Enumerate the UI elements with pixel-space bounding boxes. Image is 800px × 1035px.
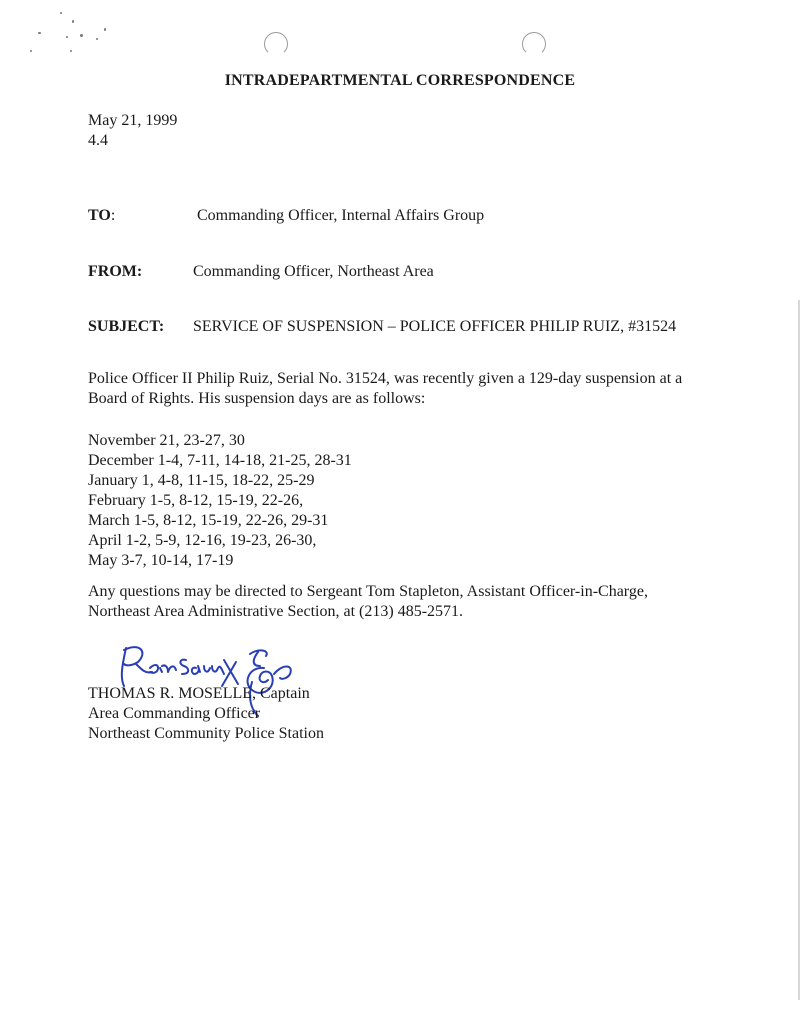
suspension-days-march: March 1-5, 8-12, 15-19, 22-26, 29-31 bbox=[88, 512, 329, 529]
to-row bbox=[88, 206, 115, 226]
memo-date: May 21, 1999 bbox=[88, 112, 178, 129]
intro-line-1: Police Officer II Philip Ruiz, Serial No. 31524, was recently given a 129-day suspension at a bbox=[88, 370, 683, 387]
to-colon: : bbox=[110, 207, 116, 224]
suspension-days-january: January 1, 4-8, 11-15, 18-22, 25-29 bbox=[88, 472, 315, 489]
suspension-days-may: May 3-7, 10-14, 17-19 bbox=[88, 552, 234, 569]
suspension-days-november: November 21, 23-27, 30 bbox=[88, 432, 245, 449]
subject-label: SUBJECT: bbox=[88, 318, 165, 335]
intro-paragraph bbox=[88, 369, 688, 409]
suspension-days-february: February 1-5, 8-12, 15-19, 22-26, bbox=[88, 492, 304, 509]
document-heading: INTRADEPARTMENTAL CORRESPONDENCE bbox=[224, 72, 576, 89]
scan-specks bbox=[30, 10, 120, 60]
from-value: Commanding Officer, Northeast Area bbox=[193, 263, 434, 280]
to-value: Commanding Officer, Internal Affairs Group bbox=[197, 207, 485, 224]
punch-hole-left bbox=[264, 32, 288, 56]
signer-title: Area Commanding Officer bbox=[88, 705, 261, 722]
from-label: FROM: bbox=[88, 263, 143, 280]
suspension-days-list bbox=[88, 431, 688, 571]
suspension-days-april: April 1-2, 5-9, 12-16, 19-23, 26-30, bbox=[88, 532, 317, 549]
questions-paragraph bbox=[88, 582, 688, 622]
questions-line-2: Northeast Area Administrative Section, at (213) 485-2571. bbox=[88, 603, 464, 620]
signer-name: THOMAS R. MOSELLE, Captain bbox=[88, 685, 310, 702]
punch-hole-right bbox=[522, 32, 546, 56]
file-number: 4.4 bbox=[88, 132, 108, 149]
signer-station: Northeast Community Police Station bbox=[88, 725, 324, 742]
to-label: TO bbox=[88, 207, 111, 224]
intro-line-2: Board of Rights. His suspension days are as follows: bbox=[88, 390, 426, 407]
questions-line-1: Any questions may be directed to Sergeant Tom Stapleton, Assistant Officer-in-Charge, bbox=[88, 583, 648, 600]
signature-block bbox=[88, 684, 688, 744]
suspension-days-december: December 1-4, 7-11, 14-18, 21-25, 28-31 bbox=[88, 452, 352, 469]
subject-value: SERVICE OF SUSPENSION – POLICE OFFICER PHILIP RUIZ, #31524 bbox=[193, 318, 677, 335]
